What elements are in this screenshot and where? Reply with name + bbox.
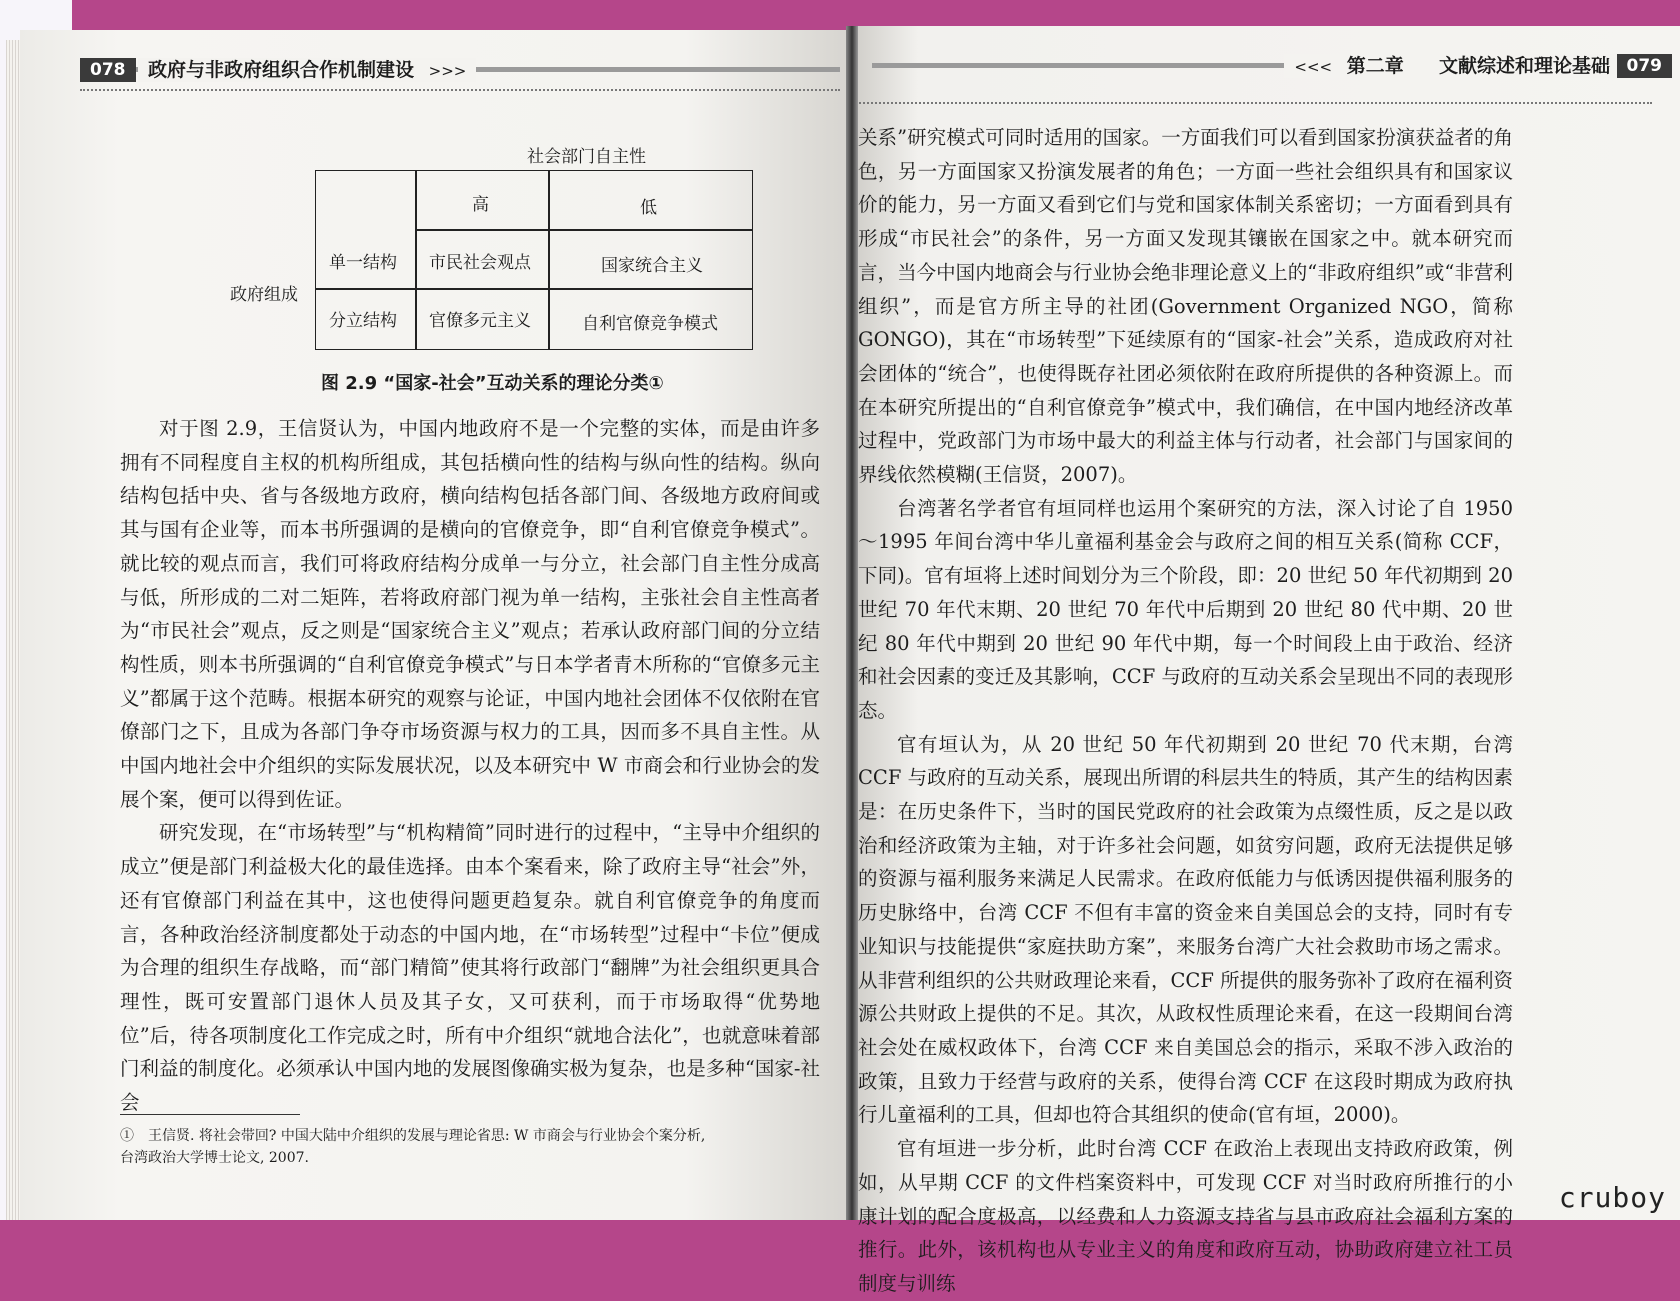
paragraph: 官有垣认为，从 20 世纪 50 年代初期到 20 世纪 70 代末期，台湾 CCF 与政府的互动关系，展现出所谓的科层共生的特质，其产生的结构因素是：在历史条件下，当时的国民党政府的社会政策为点缀性质，反之是以政治和经济政策为主轴，对于许多社会问题，如贫穷问题，政府无法提供足够的资源与福利服务来满足人民需求。在政府低能力与低诱因提供福利服务的历史脉络中，台湾 CCF 不但有丰富的资金来自美国总会的支持，同时有专业知识与技能提供“家庭扶助方案”，来服务台湾广大社会救助市场之需求。从非营利组织的公共财政理论来看，CCF 所提供的服务弥补了政府在福利资源公共财政上提供的不足。其次，从政权性质理论来看，在这一段期间台湾社会处在威权政体下，台湾 CCF 来自美国总会的指示，采取不涉入政治的政策，且致力于经营与政府的关系，使得台湾 CCF 在这段时期成为政府执行儿童福利的工具，但却也符合其组织的使命(官有垣，2000)。 bbox=[858, 732, 1513, 1127]
paragraph: 官有垣进一步分析，此时台湾 CCF 在政治上表现出支持政府政策，例如，从早期 CCF 的文件档案资料中，可发现 CCF 对当时政府所推行的小康计划的配合度极高，以经费和人力资源支持省与县市政府社会福利方案的推行。此外，该机构也从专业主义的角度和政府互动，协助政府建立社工员制度与训练 bbox=[858, 1137, 1513, 1295]
left-body-text bbox=[120, 412, 820, 1120]
footnote-line: 台湾政治大学博士论文, 2007. bbox=[120, 1150, 309, 1166]
header-rule-left bbox=[80, 89, 840, 91]
cell-self-interested-bureaucracy: 自利官僚竞争模式 bbox=[582, 314, 718, 334]
chapter-title: 文献综述和理论基础 bbox=[1438, 55, 1610, 77]
footnote-line: ① 王信贤. 将社会带回? 中国大陆中介组织的发展与理论省思: W 市商会与行业协会个案分析, bbox=[120, 1128, 706, 1144]
book-title: 政府与非政府组织合作机制建设 bbox=[148, 59, 415, 81]
right-header-bar bbox=[872, 54, 1672, 78]
row-value-divided: 分立结构 bbox=[329, 311, 397, 331]
footnote bbox=[120, 1125, 820, 1169]
column-value-high: 高 bbox=[472, 195, 489, 215]
left-page bbox=[20, 30, 852, 1220]
right-page bbox=[852, 26, 1680, 1295]
paragraph: 台湾著名学者官有垣同样也运用个案研究的方法，深入讨论了自 1950～1995 年间台湾中华儿童福利基金会与政府之间的相互关系(简称 CCF，下同)。官有垣将上述时间划分为三个阶段，即：20 世纪 50 年代初期到 20 世纪 70 年代末期、20 世纪 70 年代中后期到 20 世纪 80 代中期、20 世纪 80 年代中期到 20 世纪 90 年代中期，每一个时间段上由于政治、经济和社会因素的变迁及其影响，CCF 与政府的互动关系会呈现出不同的表现形态。 bbox=[858, 496, 1513, 722]
row-value-unified: 单一结构 bbox=[329, 253, 397, 273]
footnote-rule bbox=[120, 1114, 300, 1115]
paragraph: 对于图 2.9，王信贤认为，中国内地政府不是一个完整的实体，而是由许多拥有不同程度自主权的机构所组成，其包括横向性的结构与纵向性的结构。纵向结构包括中央、省与各级地方政府，横向结构包括各部门间、各级地方政府间或其与国有企业等，而本书所强调的是横向的官僚竞争，即“自利官僚竞争模式”。就比较的观点而言，我们可将政府结构分成单一与分立，社会部门自主性分成高与低，所形成的二对二矩阵，若将政府部门视为单一结构，主张社会自主性高者为“市民社会”观点，反之则是“国家统合主义”观点；若承认政府部门间的分立结构性质，则本书所强调的“自利官僚竞争模式”与日本学者青木所称的“官僚多元主义”都属于这个范畴。根据本研究的观察与论证，中国内地社会团体不仅依附在官僚部门之下，且成为各部门争夺市场资源与权力的工具，因而多不具自主性。从中国内地社会中介组织的实际发展状况，以及本研究中 W 市商会和行业协会的发展个案，便可以得到佐证。 bbox=[120, 417, 820, 811]
cell-civil-society: 市民社会观点 bbox=[429, 253, 531, 273]
paragraph: 研究发现，在“市场转型”与“机构精简”同时进行的过程中，“主导中介组织的成立”便是部门利益极大化的最佳选择。由本个案看来，除了政府主导“社会”外，还有官僚部门利益在其中，这也使得问题更趋复杂。就自利官僚竞争的角度而言，各种政治经济制度都处于动态的中国内地，在“市场转型”过程中“卡位”便成为合理的组织生存战略，而“部门精简”使其将行政部门“翻牌”为社会组织更具合理性，既可安置部门退休人员及其子女，又可获利，而于市场取得“优势地位”后，待各项制度化工作完成之时，所有中介组织“就地合法化”，也就意味着部门利益的制度化。必须承认中国内地的发展图像确实极为复杂，也是多种“国家-社会 bbox=[120, 821, 820, 1115]
figure-caption: 图 2.9 “国家-社会”互动关系的理论分类① bbox=[321, 373, 664, 394]
cell-bureaucratic-pluralism: 官僚多元主义 bbox=[429, 311, 531, 331]
page-number-left: 078 bbox=[80, 58, 136, 82]
column-header: 社会部门自主性 bbox=[527, 147, 646, 167]
paragraph: 关系”研究模式可同时适用的国家。一方面我们可以看到国家扮演获益者的角色，另一方面国家又扮演发展者的角色；一方面一些社会组织具有和国家议价的能力，另一方面又看到它们与党和国家体制关系密切；一方面看到具有形成“市民社会”的条件，另一方面又发现其镶嵌在国家之中。就本研究而言，当今中国内地商会与行业协会绝非理论意义上的“非政府组织”或“非营利组织”，而是官方所主导的社团(Government Organized NGO，简称 GONGO)，其在“市场转型”下延续原有的“国家-社会”关系，造成政府对社会团体的“统合”，也使得既存社团必须依附在政府所提供的各种资源上。而在本研究所提出的“自利官僚竞争”模式中，我们确信，在中国内地经济改革过程中，党政部门为市场中最大的利益主体与行动者，社会部门与国家间的界线依然模糊(王信贤，2007)。 bbox=[858, 126, 1513, 487]
header-rule-right bbox=[852, 102, 1652, 104]
watermark: cruboy bbox=[1558, 1181, 1666, 1214]
book-spine bbox=[846, 26, 858, 1220]
cell-state-corporatism: 国家统合主义 bbox=[601, 256, 703, 276]
arrows-left-icon: <<< bbox=[1294, 58, 1333, 76]
running-head-right bbox=[1284, 54, 1620, 78]
column-value-low: 低 bbox=[640, 198, 657, 218]
figure-2-9 bbox=[215, 140, 815, 410]
page-number-right: 079 bbox=[1617, 54, 1673, 78]
arrows-right-icon: >>> bbox=[428, 62, 467, 80]
right-body-text bbox=[858, 121, 1513, 1301]
row-header: 政府组成 bbox=[230, 285, 298, 305]
chapter-number: 第二章 bbox=[1346, 55, 1404, 77]
book-page-edges bbox=[6, 40, 20, 1220]
running-head-left bbox=[138, 58, 476, 82]
left-header-bar bbox=[80, 58, 840, 82]
